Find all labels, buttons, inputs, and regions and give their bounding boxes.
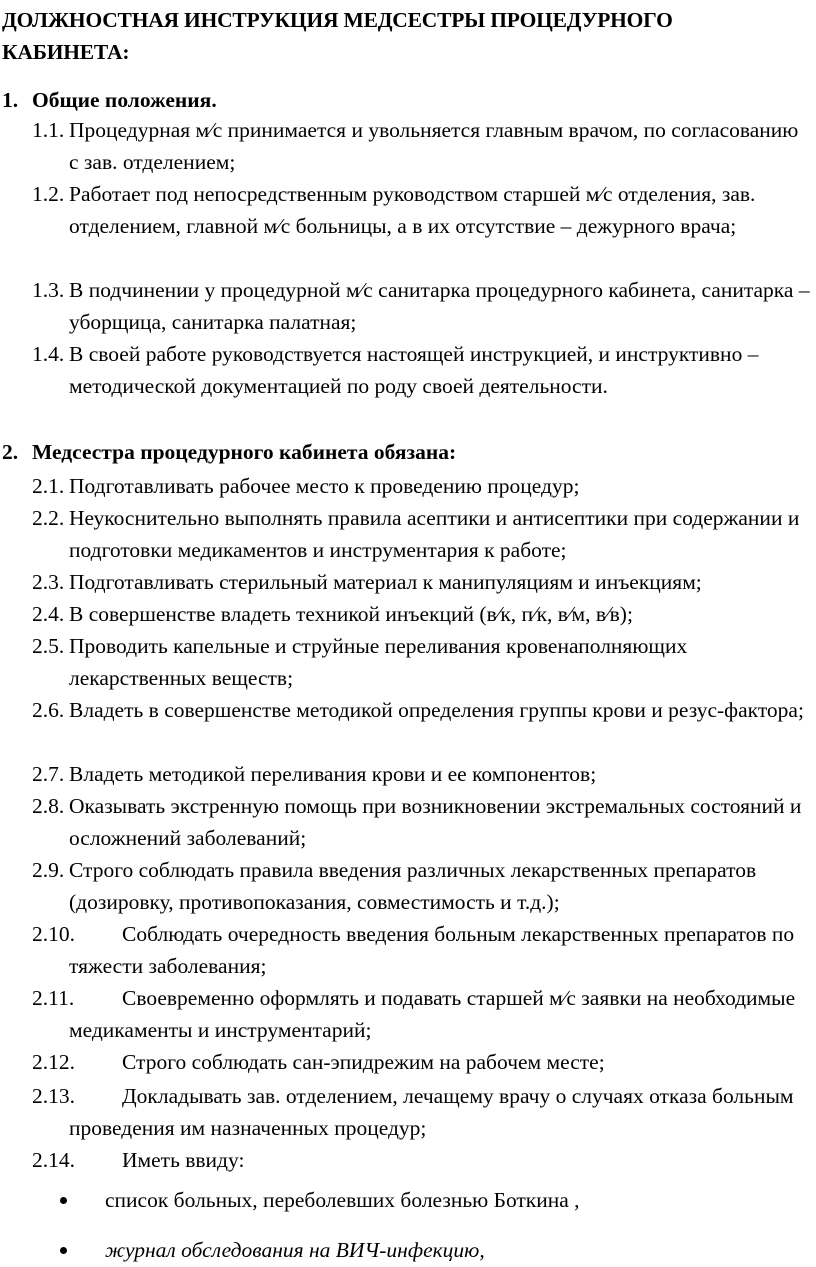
section-1-heading [2, 86, 217, 114]
item-text: Проводить капельные и струйные переливания кровенаполняющих лекарственных веществ; [69, 634, 688, 690]
list-item [32, 854, 812, 918]
item-number: 1.4. [32, 342, 65, 366]
item-text: Неукоснительно выполнять правила асептики и антисептики при содержании и подготовки медикаментов и инструментария к работе; [69, 506, 800, 562]
list-item [32, 918, 812, 982]
item-text: Владеть в совершенстве методикой определения группы крови и резус-фактора; [69, 698, 804, 722]
item-text: Строго соблюдать сан-эпидрежим на рабочем месте; [122, 1050, 605, 1074]
bullet-text: список больных, переболевших болезнью Боткина , [105, 1188, 580, 1212]
list-item [32, 274, 812, 338]
list-item [32, 598, 812, 630]
list-item [32, 178, 812, 242]
list-item [32, 1080, 812, 1144]
section-2-number: 2. [2, 440, 19, 464]
item-text: Строго соблюдать правила введения различных лекарственных препаратов (дозировку, противопоказания, совместимость и т.д.); [69, 858, 757, 914]
list-item [32, 630, 812, 694]
item-text: В подчинении у процедурной м⁄с санитарка процедурного кабинета, санитарка – уборщица, санитарка палатная; [69, 278, 810, 334]
item-number: 2.8. [32, 794, 65, 818]
item-text: Иметь ввиду: [122, 1148, 245, 1172]
item-text: Подготавливать стерильный материал к манипуляциям и инъекциям; [69, 570, 702, 594]
list-item [32, 1144, 812, 1176]
item-number: 2.2. [32, 506, 65, 530]
item-number: 2.7. [32, 762, 65, 786]
item-text: Оказывать экстренную помощь при возникновении экстремальных состояний и осложнений заболеваний; [69, 794, 802, 850]
list-item [32, 502, 812, 566]
section-1-number: 1. [2, 88, 19, 112]
item-text: Своевременно оформлять и подавать старшей м⁄с заявки на необходимые медикаменты и инструментарий; [69, 986, 796, 1042]
item-number: 1.2. [32, 182, 65, 206]
item-number: 2.1. [32, 474, 65, 498]
item-text: В совершенстве владеть техникой инъекций (в⁄к, п⁄к, в⁄м, в⁄в); [69, 602, 633, 626]
item-number: 2.12. [32, 1050, 75, 1074]
bullet-text: журнал обследования на ВИЧ-инфекцию, [105, 1238, 485, 1262]
item-number: 2.4. [32, 602, 65, 626]
list-item [32, 694, 812, 726]
list-item [32, 790, 812, 854]
section-2-heading [2, 438, 456, 466]
item-text: Процедурная м⁄с принимается и увольняется главным врачом, по согласованию с зав. отделением; [69, 118, 799, 174]
list-item [32, 566, 812, 598]
item-text: Работает под непосредственным руководством старшей м⁄с отделения, зав. отделением, главной м⁄с больницы, а в их отсутствие – дежурного врача; [69, 182, 756, 238]
item-number: 2.9. [32, 858, 65, 882]
item-text: Владеть методикой переливания крови и ее компонентов; [69, 762, 597, 786]
item-number: 2.13. [32, 1084, 75, 1108]
item-text: Подготавливать рабочее место к проведению процедур; [69, 474, 580, 498]
item-number: 2.3. [32, 570, 65, 594]
item-text: В своей работе руководствуется настоящей инструкцией, и инструктивно – методической документацией по роду своей деятельности. [69, 342, 759, 398]
section-2-title: Медсестра процедурного кабинета обязана: [32, 440, 457, 464]
item-text: Соблюдать очередность введения больным лекарственных препаратов по тяжести заболевания; [69, 922, 795, 978]
list-item [32, 338, 812, 402]
list-item [32, 1046, 812, 1078]
item-text: Докладывать зав. отделением, лечащему врачу о случаях отказа больным проведения им назначенных процедур; [69, 1084, 794, 1140]
list-item [32, 114, 812, 178]
list-item [32, 758, 812, 790]
item-number: 1.3. [32, 278, 65, 302]
item-number: 2.5. [32, 634, 65, 658]
item-number: 1.1. [32, 118, 65, 142]
document-title: ДОЛЖНОСТНАЯ ИНСТРУКЦИЯ МЕДСЕСТРЫ ПРОЦЕДУРНОГО КАБИНЕТА: [2, 8, 673, 64]
item-number: 2.6. [32, 698, 65, 722]
bullet-icon [60, 1247, 67, 1254]
list-item [32, 982, 812, 1046]
item-number: 2.11. [32, 986, 75, 1010]
bullet-icon [60, 1197, 67, 1204]
section-1-title: Общие положения. [32, 88, 217, 112]
item-number: 2.14. [32, 1148, 75, 1172]
list-item [32, 470, 812, 502]
item-number: 2.10. [32, 922, 75, 946]
